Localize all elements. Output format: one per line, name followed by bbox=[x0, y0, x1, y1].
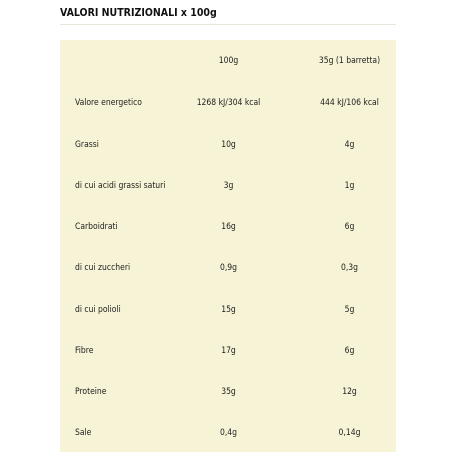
value-per-bar: 5g bbox=[344, 305, 355, 315]
row-label: di cui zuccheri bbox=[75, 263, 131, 273]
row-label: di cui polioli bbox=[75, 305, 121, 315]
row-label: di cui acidi grassi saturi bbox=[75, 181, 166, 191]
row-label: Fibre bbox=[75, 346, 94, 356]
row-label: Proteine bbox=[75, 387, 107, 397]
row-label: Sale bbox=[75, 428, 92, 438]
table-row-sugars bbox=[60, 258, 396, 278]
row-label: Grassi bbox=[75, 140, 99, 150]
value-per-bar: 6g bbox=[344, 346, 355, 356]
table-row-energy bbox=[60, 93, 396, 113]
value-per-bar: 444 kJ/106 kcal bbox=[320, 98, 379, 108]
value-per-bar: 0,14g bbox=[338, 428, 361, 438]
column-header-per-100g: 100g bbox=[218, 56, 239, 66]
value-per-bar: 12g bbox=[342, 387, 357, 397]
row-label: Valore energetico bbox=[75, 98, 142, 108]
value-per-bar: 4g bbox=[344, 140, 355, 150]
table-row-proteins bbox=[60, 382, 396, 402]
value-per-100g: 1268 kJ/304 kcal bbox=[196, 98, 261, 108]
value-per-100g: 16g bbox=[221, 222, 236, 232]
value-per-100g: 0,9g bbox=[219, 263, 237, 273]
table-row-saturated-fats bbox=[60, 176, 396, 196]
value-per-100g: 0,4g bbox=[219, 428, 237, 438]
table-row-polyols bbox=[60, 300, 396, 320]
table-header-row bbox=[60, 51, 396, 71]
value-per-100g: 3g bbox=[223, 181, 234, 191]
value-per-100g: 10g bbox=[221, 140, 236, 150]
page-title: VALORI NUTRIZIONALI x 100g bbox=[60, 7, 217, 19]
value-per-100g: 15g bbox=[221, 305, 236, 315]
column-header-per-bar: 35g (1 barretta) bbox=[318, 56, 381, 66]
table-row-carbohydrates bbox=[60, 217, 396, 237]
value-per-bar: 1g bbox=[344, 181, 355, 191]
title-divider bbox=[60, 24, 396, 25]
table-row-fibre bbox=[60, 341, 396, 361]
value-per-bar: 6g bbox=[344, 222, 355, 232]
nutrition-table bbox=[60, 40, 396, 452]
value-per-100g: 35g bbox=[221, 387, 236, 397]
table-row-salt bbox=[60, 423, 396, 443]
row-label: Carboidrati bbox=[75, 222, 118, 232]
table-row-fats bbox=[60, 135, 396, 155]
value-per-100g: 17g bbox=[221, 346, 236, 356]
value-per-bar: 0,3g bbox=[340, 263, 358, 273]
